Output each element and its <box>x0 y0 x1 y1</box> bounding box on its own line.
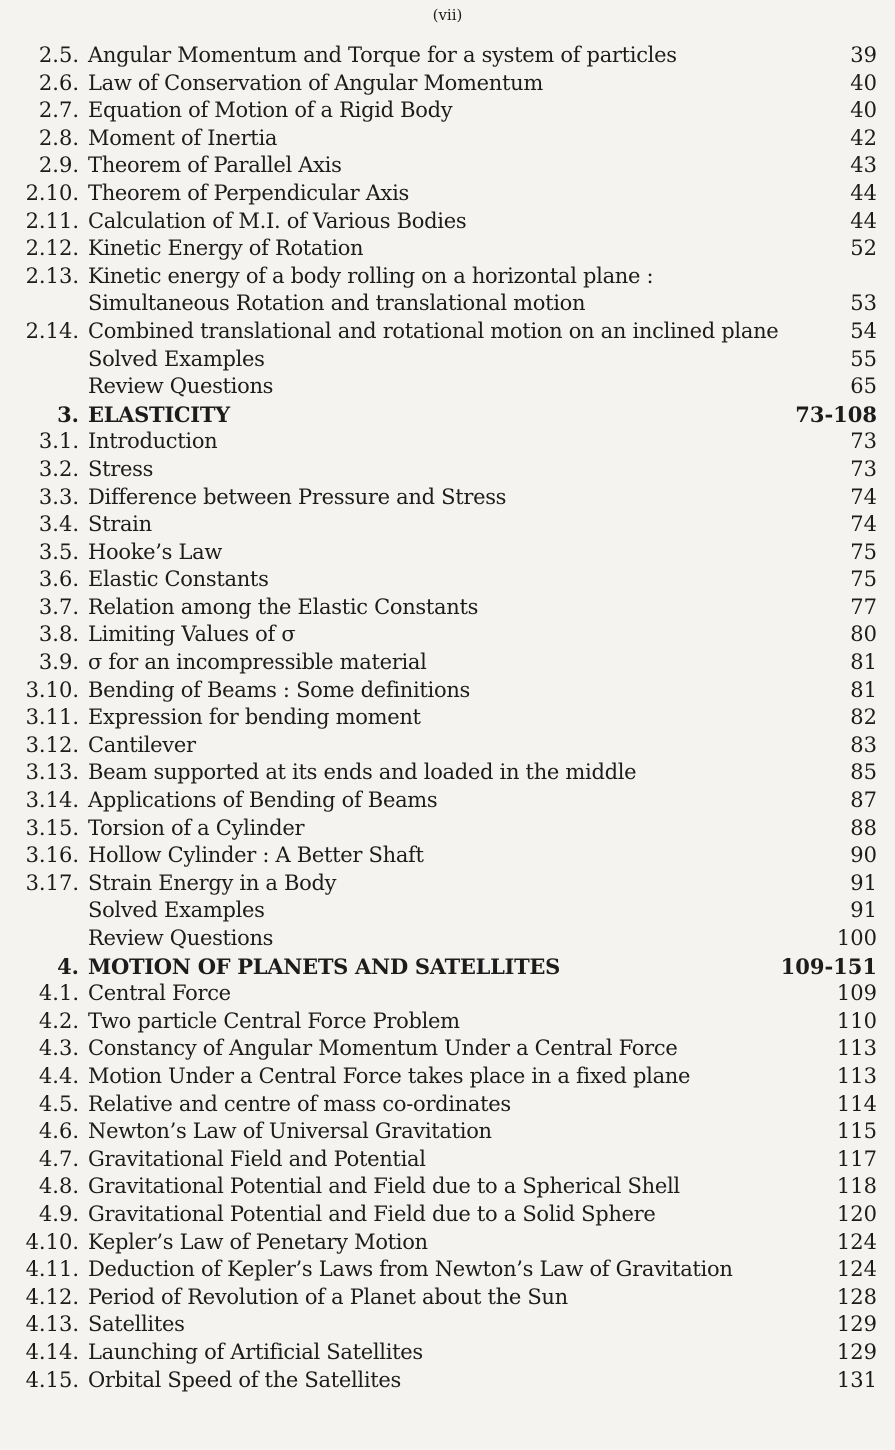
toc-entry-page: 109 <box>836 981 877 1006</box>
toc-entry <box>0 1367 895 1395</box>
toc-entry-page: 74 <box>850 512 877 537</box>
toc-entry-number: 3.3. <box>38 484 79 509</box>
toc-entry-page: 73-108 <box>795 401 877 427</box>
toc-entry-number: 2.8. <box>38 125 79 150</box>
toc-entry-page: 91 <box>850 870 877 895</box>
toc-entry-page: 100 <box>836 926 877 950</box>
toc-entry <box>0 759 895 787</box>
toc-entry-title: Simultaneous Rotation and translational motion <box>88 291 586 316</box>
toc-entry-page: 53 <box>850 291 877 316</box>
toc-entry-number: 3.5. <box>38 539 79 564</box>
toc-entry <box>0 208 895 236</box>
toc-entry-number: 4.8. <box>38 1174 79 1199</box>
toc-entry-title: Expression for bending moment <box>88 705 421 730</box>
toc-entry <box>0 263 895 291</box>
toc-entry-title: Moment of Inertia <box>88 125 278 150</box>
toc-entry-title: Gravitational Potential and Field due to a Spherical Shell <box>88 1174 680 1199</box>
toc-entry-number: 3.4. <box>38 512 79 537</box>
toc-entry-title: Cantilever <box>88 732 196 757</box>
toc-entry-number: 3.8. <box>38 622 79 647</box>
toc-entry-page: 85 <box>850 760 877 785</box>
toc-entry-title: Deduction of Kepler’s Laws from Newton’s Law of Gravitation <box>88 1257 733 1282</box>
toc-entry-number: 2.14. <box>25 318 79 343</box>
toc-entry-number: 4.2. <box>38 1008 79 1033</box>
table-of-contents <box>0 42 895 1394</box>
toc-entry-page: 43 <box>850 153 877 178</box>
toc-entry <box>0 1256 895 1284</box>
toc-entry-page: 88 <box>850 815 877 840</box>
toc-entry-title: Relation among the Elastic Constants <box>88 594 479 619</box>
toc-entry <box>0 1091 895 1119</box>
toc-entry-title: Kepler’s Law of Penetary Motion <box>88 1229 428 1254</box>
toc-entry-number: 4.5. <box>38 1091 79 1116</box>
toc-entry-number: 3.15. <box>25 815 79 840</box>
toc-entry <box>0 484 895 512</box>
toc-entry-page: 74 <box>850 484 877 509</box>
toc-entry-page: 124 <box>836 1229 877 1254</box>
toc-entry-title: Calculation of M.I. of Various Bodies <box>88 208 467 233</box>
toc-entry-title: MOTION OF PLANETS AND SATELLITES <box>88 953 560 979</box>
toc-entry <box>0 1008 895 1036</box>
toc-entry <box>0 1035 895 1063</box>
toc-entry-page: 73 <box>850 429 877 454</box>
toc-entry-title: Two particle Central Force Problem <box>88 1008 460 1033</box>
toc-entry-page: 75 <box>850 539 877 564</box>
toc-entry-number: 3.6. <box>38 567 79 592</box>
toc-entry <box>0 318 895 346</box>
toc-entry-title: Review Questions <box>88 374 274 399</box>
toc-entry <box>0 621 895 649</box>
toc-entry-title: Theorem of Parallel Axis <box>88 153 342 178</box>
toc-entry-number: 3.2. <box>38 456 79 481</box>
toc-entry <box>0 346 895 374</box>
toc-entry-title: Orbital Speed of the Satellites <box>88 1367 401 1392</box>
toc-entry-title: Solved Examples <box>88 346 265 371</box>
toc-entry-number: 3.11. <box>25 705 79 730</box>
toc-entry-page: 44 <box>850 180 877 205</box>
toc-entry <box>0 235 895 263</box>
toc-entry <box>0 677 895 705</box>
toc-entry-page: 39 <box>850 43 877 67</box>
toc-entry-title: Strain Energy in a Body <box>88 870 337 895</box>
toc-entry-title: Introduction <box>88 429 218 454</box>
toc-entry-page: 118 <box>836 1174 877 1199</box>
toc-entry <box>0 1229 895 1257</box>
toc-entry <box>0 511 895 539</box>
toc-entry <box>0 787 895 815</box>
toc-entry-page: 42 <box>850 125 877 150</box>
toc-entry-page: 91 <box>850 898 877 923</box>
toc-entry <box>0 897 895 925</box>
toc-entry-number: 4.4. <box>38 1063 79 1088</box>
toc-entry <box>0 42 895 70</box>
toc-entry-page: 40 <box>850 98 877 123</box>
toc-entry-page: 120 <box>836 1201 877 1226</box>
toc-entry <box>0 1201 895 1229</box>
toc-entry-title: Motion Under a Central Force takes place in a fixed plane <box>88 1063 691 1088</box>
toc-entry-title: Review Questions <box>88 926 274 950</box>
toc-entry <box>0 290 895 318</box>
toc-entry-title: Bending of Beams : Some definitions <box>88 677 471 702</box>
toc-entry-number: 4.7. <box>38 1146 79 1171</box>
toc-entry <box>0 428 895 456</box>
toc-entry-number: 4.13. <box>25 1312 79 1337</box>
toc-entry <box>0 1063 895 1091</box>
toc-entry <box>0 456 895 484</box>
toc-entry <box>0 566 895 594</box>
toc-entry-title: Strain <box>88 512 152 537</box>
toc-entry-page: 55 <box>850 346 877 371</box>
toc-entry-number: 2.7. <box>38 98 79 123</box>
toc-entry-number: 3.7. <box>38 594 79 619</box>
toc-entry-title: σ for an incompressible material <box>88 650 427 675</box>
toc-entry-number: 3.1. <box>38 429 79 454</box>
toc-entry-page: 83 <box>850 732 877 757</box>
toc-entry-title: Combined translational and rotational motion on an inclined plane <box>88 318 779 343</box>
toc-entry <box>0 1173 895 1201</box>
toc-entry-page: 110 <box>836 1008 877 1033</box>
toc-entry-page: 113 <box>836 1063 877 1088</box>
toc-entry-title: Law of Conservation of Angular Momentum <box>88 70 543 95</box>
toc-entry-number: 2.9. <box>38 153 79 178</box>
toc-entry <box>0 594 895 622</box>
toc-entry-title: Theorem of Perpendicular Axis <box>88 180 409 205</box>
toc-entry-page: 114 <box>836 1091 877 1116</box>
toc-entry-number: 4.11. <box>25 1257 79 1282</box>
toc-entry-number: 4.12. <box>25 1284 79 1309</box>
toc-entry-page: 109-151 <box>780 953 877 979</box>
toc-entry <box>0 842 895 870</box>
toc-entry-page: 87 <box>850 788 877 813</box>
toc-entry <box>0 870 895 898</box>
toc-chapter-heading <box>0 401 895 429</box>
toc-entry-number: 3.12. <box>25 732 79 757</box>
toc-entry-title: Hollow Cylinder : A Better Shaft <box>88 843 424 868</box>
toc-entry-number: 2.13. <box>25 263 79 288</box>
toc-entry <box>0 97 895 125</box>
toc-entry-title: Kinetic energy of a body rolling on a horizontal plane : <box>88 263 654 288</box>
toc-entry-page: 115 <box>836 1119 877 1144</box>
toc-entry-title: Equation of Motion of a Rigid Body <box>88 98 453 123</box>
toc-entry-title: Central Force <box>88 981 231 1006</box>
toc-entry-number: 3.14. <box>25 788 79 813</box>
toc-entry <box>0 732 895 760</box>
toc-entry <box>0 980 895 1008</box>
toc-entry-title: Constancy of Angular Momentum Under a Central Force <box>88 1036 678 1061</box>
toc-entry-title: Gravitational Potential and Field due to a Solid Sphere <box>88 1201 656 1226</box>
toc-entry-number: 3.9. <box>38 650 79 675</box>
toc-entry-title: Applications of Bending of Beams <box>88 788 438 813</box>
toc-entry-title: Gravitational Field and Potential <box>88 1146 426 1171</box>
toc-entry-number: 3. <box>57 401 79 427</box>
toc-entry-number: 3.17. <box>25 870 79 895</box>
toc-entry-page: 124 <box>836 1257 877 1282</box>
toc-entry-title: ELASTICITY <box>88 401 230 427</box>
toc-entry-title: Difference between Pressure and Stress <box>88 484 507 509</box>
toc-entry-page: 77 <box>850 594 877 619</box>
toc-entry-number: 2.12. <box>25 236 79 261</box>
toc-entry <box>0 373 895 401</box>
toc-chapter-heading <box>0 953 895 981</box>
toc-entry-page: 117 <box>836 1146 877 1171</box>
toc-entry <box>0 539 895 567</box>
toc-entry <box>0 1339 895 1367</box>
toc-entry <box>0 180 895 208</box>
toc-entry-page: 80 <box>850 622 877 647</box>
toc-entry-number: 2.6. <box>38 70 79 95</box>
toc-entry-title: Solved Examples <box>88 898 265 923</box>
toc-entry-number: 3.13. <box>25 760 79 785</box>
toc-entry <box>0 925 895 953</box>
toc-entry-number: 3.10. <box>25 677 79 702</box>
toc-entry-title: Satellites <box>88 1312 185 1337</box>
toc-entry-page: 113 <box>836 1036 877 1061</box>
toc-entry <box>0 152 895 180</box>
toc-entry <box>0 1311 895 1339</box>
toc-entry-number: 4.15. <box>25 1367 79 1392</box>
toc-entry <box>0 704 895 732</box>
toc-entry <box>0 1118 895 1146</box>
toc-entry-title: Period of Revolution of a Planet about the Sun <box>88 1284 568 1309</box>
toc-entry-number: 2.5. <box>38 43 79 67</box>
toc-entry-number: 4.14. <box>25 1339 79 1364</box>
toc-entry-page: 82 <box>850 705 877 730</box>
toc-entry-page: 81 <box>850 677 877 702</box>
toc-entry-title: Kinetic Energy of Rotation <box>88 236 364 261</box>
toc-entry-page: 131 <box>836 1367 877 1392</box>
toc-entry-page: 129 <box>836 1339 877 1364</box>
toc-entry-title: Newton’s Law of Universal Gravitation <box>88 1119 492 1144</box>
toc-entry-title: Limiting Values of σ <box>88 622 296 647</box>
toc-entry-number: 2.10. <box>25 180 79 205</box>
toc-entry-page: 44 <box>850 208 877 233</box>
page-number: (vii) <box>432 6 463 24</box>
toc-entry-page: 73 <box>850 456 877 481</box>
toc-entry <box>0 125 895 153</box>
toc-entry-number: 4. <box>57 953 79 979</box>
toc-entry-number: 2.11. <box>25 208 79 233</box>
toc-entry-page: 90 <box>850 843 877 868</box>
toc-entry-page: 128 <box>836 1284 877 1309</box>
toc-entry <box>0 815 895 843</box>
toc-entry-page: 65 <box>850 374 877 399</box>
toc-entry-number: 4.10. <box>25 1229 79 1254</box>
toc-entry-title: Launching of Artificial Satellites <box>88 1339 423 1364</box>
toc-entry-number: 4.9. <box>38 1201 79 1226</box>
toc-entry-page: 129 <box>836 1312 877 1337</box>
toc-entry-title: Stress <box>88 456 154 481</box>
toc-entry-number: 4.3. <box>38 1036 79 1061</box>
toc-entry-title: Angular Momentum and Torque for a system of particles <box>88 43 677 67</box>
toc-entry-number: 4.6. <box>38 1119 79 1144</box>
toc-entry-number: 4.1. <box>38 981 79 1006</box>
toc-entry-page: 75 <box>850 567 877 592</box>
toc-entry-page: 52 <box>850 236 877 261</box>
toc-entry-page: 54 <box>850 318 877 343</box>
toc-entry <box>0 70 895 98</box>
toc-entry-title: Beam supported at its ends and loaded in the middle <box>88 760 637 785</box>
toc-entry <box>0 1146 895 1174</box>
toc-entry <box>0 1284 895 1312</box>
toc-entry-title: Hooke’s Law <box>88 539 223 564</box>
toc-entry-page: 40 <box>850 70 877 95</box>
toc-entry-title: Relative and centre of mass co-ordinates <box>88 1091 511 1116</box>
toc-entry-title: Elastic Constants <box>88 567 269 592</box>
toc-entry <box>0 649 895 677</box>
toc-entry-title: Torsion of a Cylinder <box>88 815 305 840</box>
toc-entry-number: 3.16. <box>25 843 79 868</box>
toc-entry-page: 81 <box>850 650 877 675</box>
